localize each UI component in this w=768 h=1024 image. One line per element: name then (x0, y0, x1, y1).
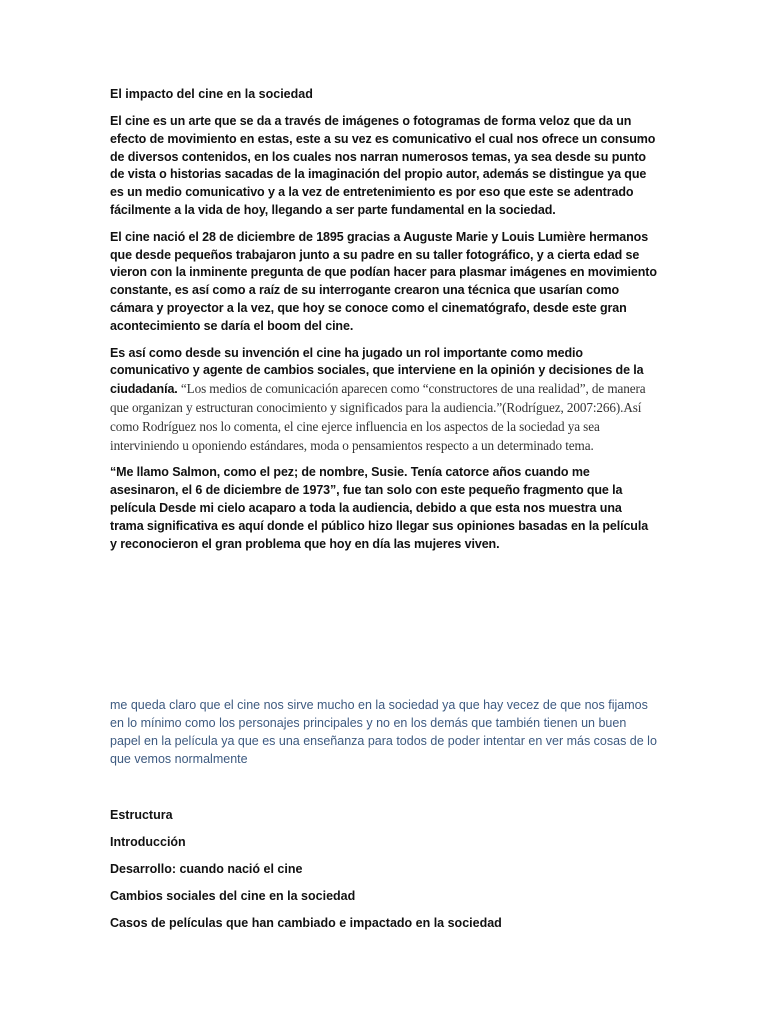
document-title: El impacto del cine en la sociedad (110, 87, 313, 101)
outline-heading: Estructura (110, 807, 173, 822)
paragraph-influence (110, 345, 658, 456)
outline-item-film-cases: Casos de películas que han cambiado e impactado en la sociedad (110, 915, 502, 930)
paragraph-definition: El cine es un arte que se da a través de imágenes o fotogramas de forma veloz que da un efecto de movimiento en estas, este a su vez es comunicativo el cual nos ofrece un consumo de diversos contenidos, en los cuales nos narran numerosos temas, ya sea desde su punto de vista o historias sacadas de la imaginación del propio autor, además se distingue ya que es un medio comunicativo y a la vez de entretenimiento es por eso que este se adentrado fácilmente a la vida de hoy, llegando a ser parte fundamental en la sociedad. (110, 114, 656, 217)
document-body (110, 86, 658, 942)
outline-item-development: Desarrollo: cuando nació el cine (110, 861, 303, 876)
structure-outline (110, 807, 658, 932)
paragraph-example-film: “Me llamo Salmon, como el pez; de nombre, Susie. Tenía catorce años cuando me asesinaron, el 6 de diciembre de 1973”, fue tan solo con este pequeño fragmento que la película Desde mi cielo acaparo a toda la audiencia, debido a que esta nos muestra una trama significativa es aquí donde el público hizo llegar sus opiniones basadas en la película y reconocieron el gran problema que hoy en día las mujeres viven. (110, 465, 649, 551)
blank-space (110, 562, 658, 697)
outline-item-introduction: Introducción (110, 834, 186, 849)
outline-item-social-changes: Cambios sociales del cine en la sociedad (110, 888, 356, 903)
paragraph-influence-intro: Es así como desde su invención el cine ha jugado un rol importante como medio comunicativo y agente de cambios sociales, que interviene en la opinión y decisiones de la ciudadanía. (110, 345, 644, 397)
paragraph-influence-quote: “Los medios de comunicación aparecen como “constructores de una realidad”, de manera que organizan y estructuran conocimiento y significados para la audiencia.”(Rodríguez, 2007:266).Así como Rodríguez nos lo comenta, el cine ejerce influencia en los aspectos de la sociedad ya sea interviniendo u oponiendo estándares, moda o pensamientos respecto a un determinado tema. (110, 381, 646, 453)
paragraph-history: El cine nació el 28 de diciembre de 1895 gracias a Auguste Marie y Louis Lumière hermanos que desde pequeños trabajaron junto a su padre en su taller fotográfico, y a cierta edad se vieron con la inminente pregunta de que podían hacer para plasmar imágenes en movimiento constante, es así como a raíz de su interrogante crearon una técnica que usarían como cámara y proyector a la vez, que hoy se conoce como el cinematógrafo, desde este gran acontecimiento se daría el boom del cine. (110, 229, 657, 333)
reflection-note: me queda claro que el cine nos sirve mucho en la sociedad ya que hay vecez de que nos fijamos en lo mínimo como los personajes principales y no en los demás que también tienen un buen papel en la película ya que es una enseñanza para todos de poder intentar en ver más cosas de lo que vemos normalmente (110, 698, 657, 766)
